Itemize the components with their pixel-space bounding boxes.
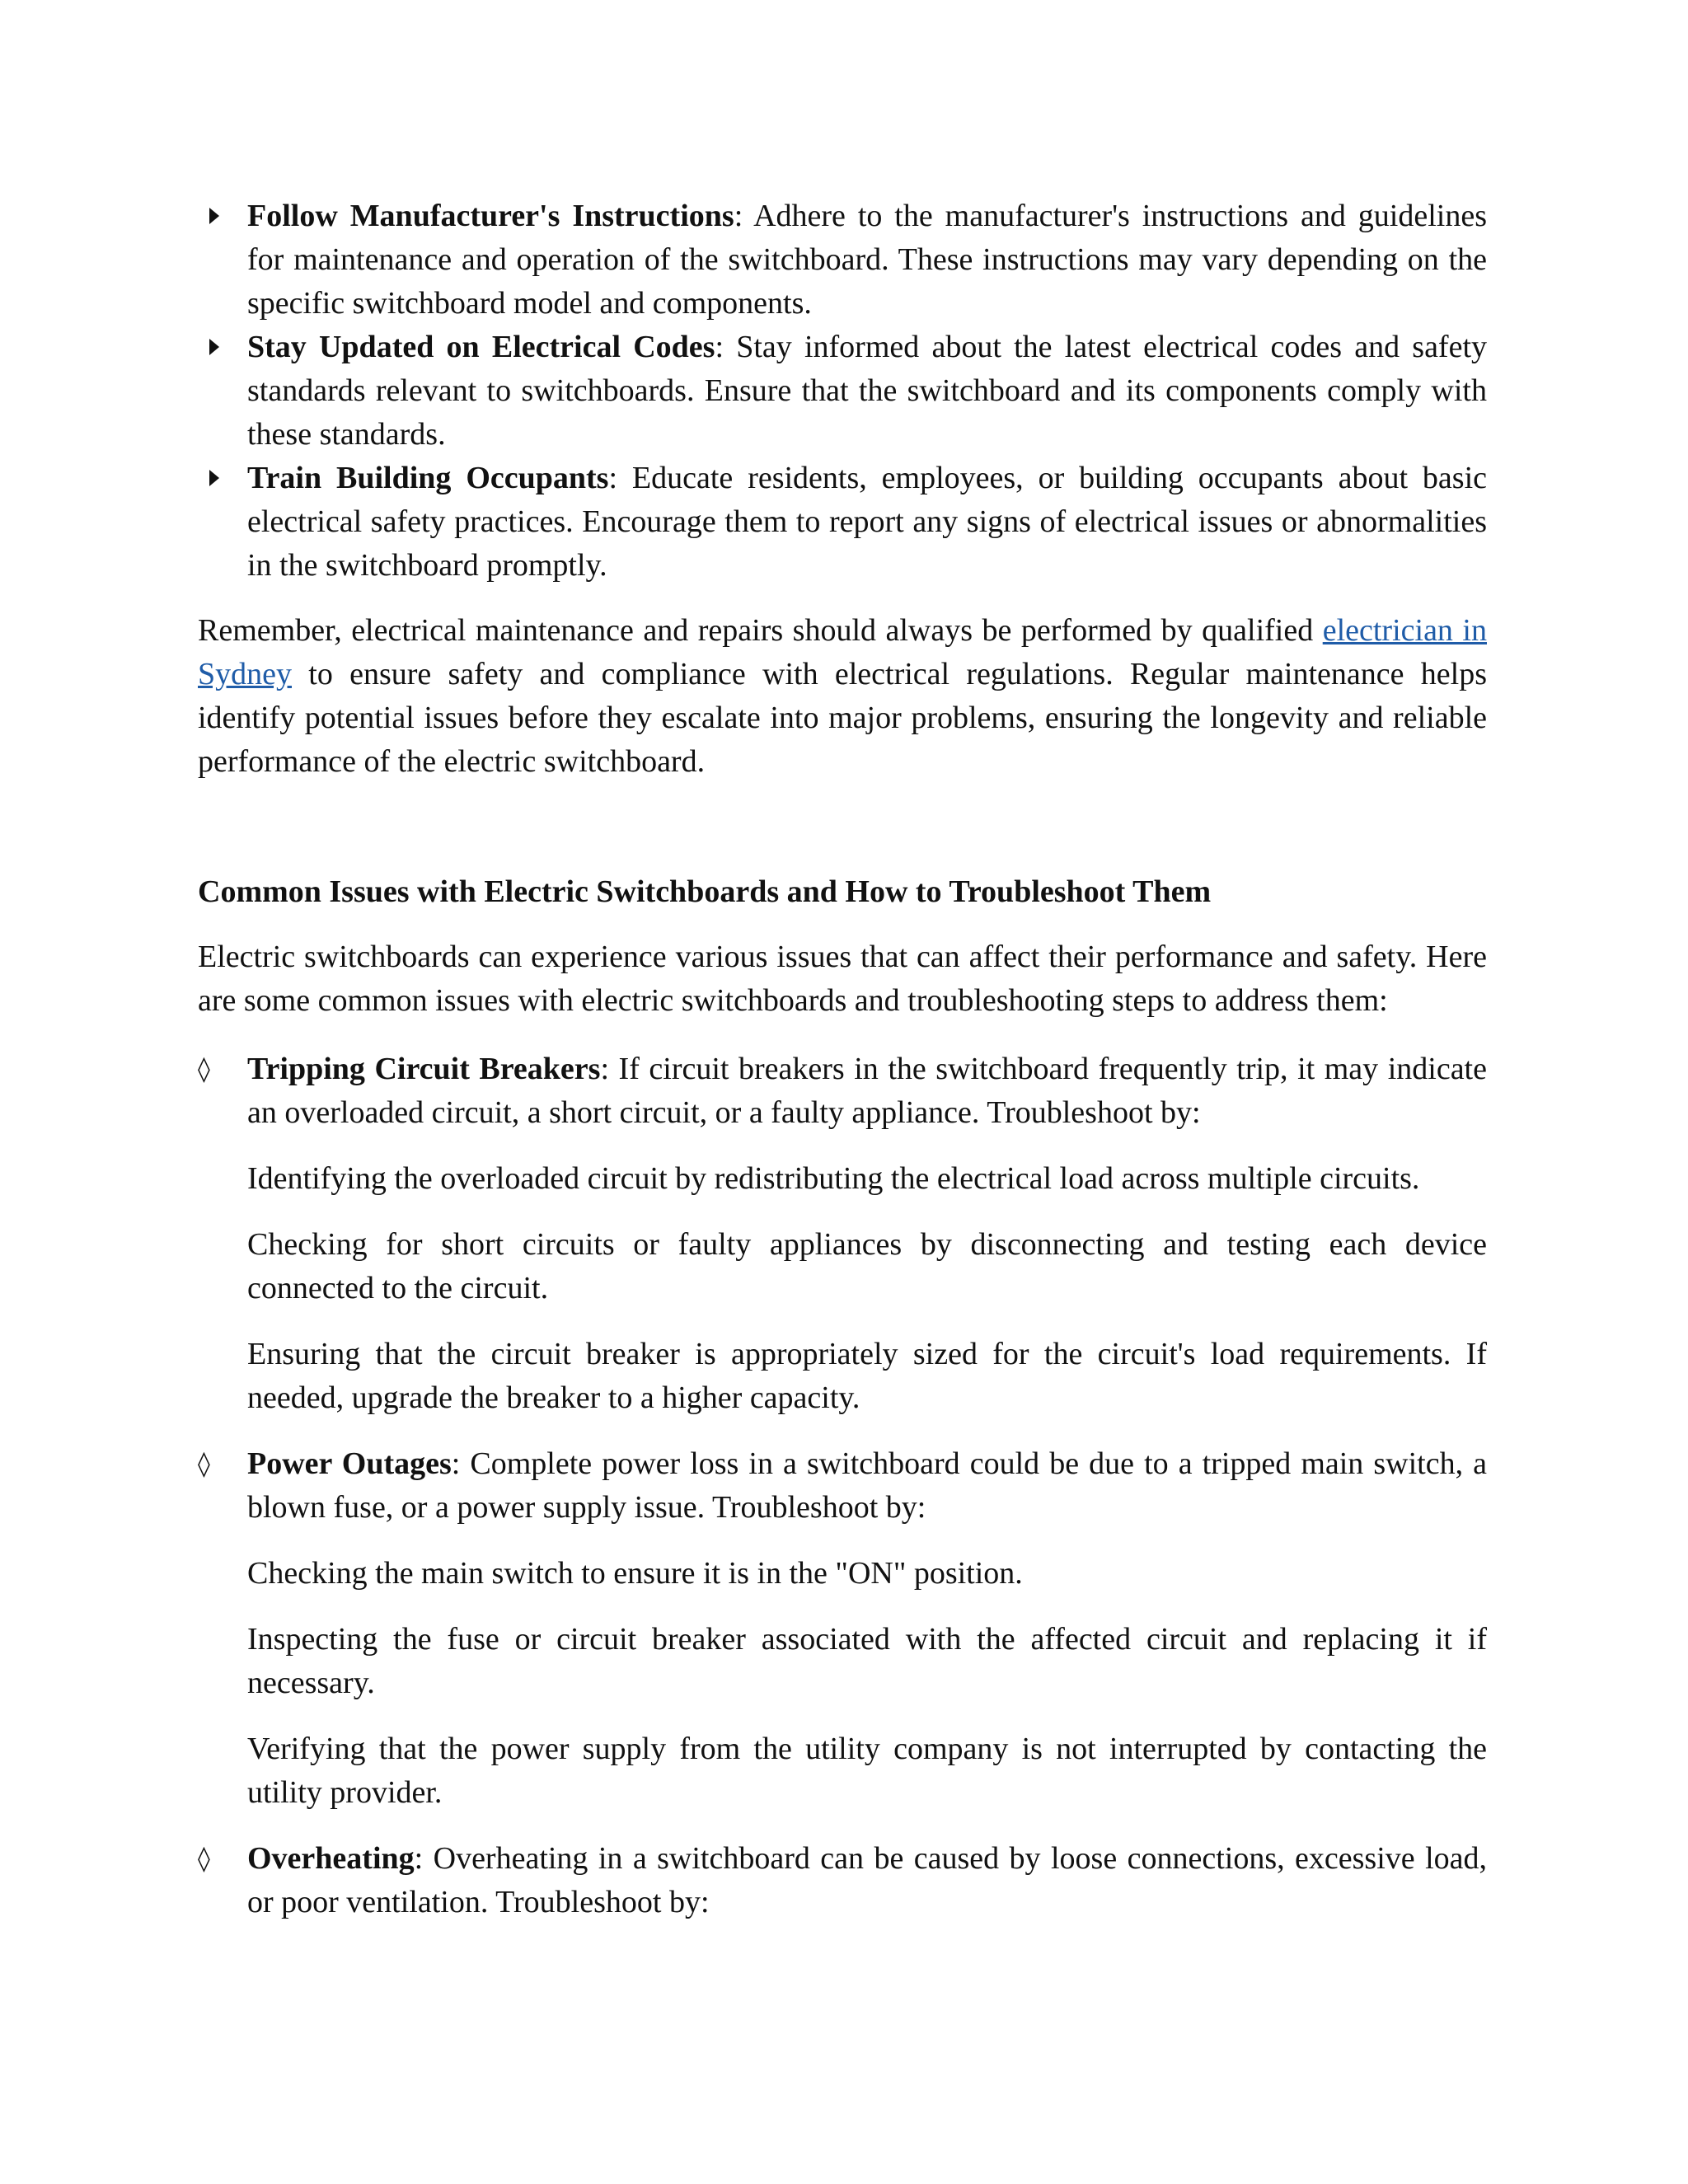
bullet-title: Train Building Occupants: [247, 461, 609, 495]
diamond-bullet-icon: ◊: [198, 1450, 210, 1479]
issue-text: : Complete power loss in a switchboard could be due to a tripped main switch, a blown fuse, or a power supply issue. Troubleshoot by:: [247, 1446, 1487, 1525]
remember-paragraph: [198, 609, 1487, 784]
list-item: [198, 457, 1487, 588]
triangle-bullet-icon: [209, 208, 219, 224]
troubleshoot-step: Verifying that the power supply from the utility company is not interrupted by contacting the utility provider.: [247, 1732, 1487, 1810]
remember-text-before: Remember, electrical maintenance and repairs should always be performed by qualified: [198, 613, 1323, 648]
section-heading: Common Issues with Electric Switchboards and How to Troubleshoot Them: [198, 874, 1212, 909]
issue-item: [198, 1442, 1487, 1530]
troubleshoot-step: Checking for short circuits or faulty appliances by disconnecting and testing each device connected to the circuit.: [247, 1227, 1487, 1305]
bullet-text: : Adhere to the manufacturer's instructions and guidelines for maintenance and operation of the switchboard. These instructions may vary depending on the specific switchboard model and components.: [247, 199, 1487, 321]
troubleshoot-step: Identifying the overloaded circuit by redistributing the electrical load across multiple circuits.: [247, 1161, 1420, 1196]
list-item: [198, 326, 1487, 457]
remember-text-after: to ensure safety and compliance with electrical regulations. Regular maintenance helps identify potential issues before they escalate into major problems, ensuring the longevity and reliable performance of the electric switchboard.: [198, 657, 1487, 779]
bullet-text: : Educate residents, employees, or building occupants about basic electrical safety practices. Encourage them to report any signs of electrical issues or abnormalities in the switchboard promptly.: [247, 461, 1487, 583]
issue-item: [198, 1047, 1487, 1135]
issue-title: Power Outages: [247, 1446, 452, 1481]
issue-title: Tripping Circuit Breakers: [247, 1052, 601, 1086]
troubleshoot-step: Ensuring that the circuit breaker is appropriately sized for the circuit's load requirements. If needed, upgrade the breaker to a higher capacity.: [247, 1337, 1487, 1415]
diamond-bullet-icon: ◊: [198, 1844, 210, 1873]
diamond-bullet-icon: ◊: [198, 1055, 210, 1084]
issue-text: : If circuit breakers in the switchboard frequently trip, it may indicate an overloaded circuit, a short circuit, or a faulty appliance. Troubleshoot by:: [247, 1052, 1487, 1130]
troubleshoot-step: Checking the main switch to ensure it is in the "ON" position.: [247, 1556, 1023, 1591]
triangle-bullet-icon: [209, 470, 219, 486]
bullet-title: Stay Updated on Electrical Codes: [247, 330, 715, 364]
issues-list: [198, 1047, 1487, 1924]
document-page: [198, 194, 1487, 1924]
bullet-text: : Stay informed about the latest electrical codes and safety standards relevant to switchboards. Ensure that the switchboard and its components comply with these standards.: [247, 330, 1488, 452]
intro-paragraph: Electric switchboards can experience various issues that can affect their performance and safety. Here are some common issues with electric switchboards and troubleshooting steps to address them:: [198, 940, 1487, 1018]
maintenance-tips-list: [198, 194, 1487, 588]
electrician-sydney-link[interactable]: electrician in Sydney: [198, 613, 1487, 691]
troubleshoot-step: Inspecting the fuse or circuit breaker associated with the affected circuit and replacing it if necessary.: [247, 1622, 1487, 1700]
issue-text: : Overheating in a switchboard can be caused by loose connections, excessive load, or poor ventilation. Troubleshoot by:: [247, 1841, 1487, 1919]
list-item: [198, 194, 1487, 326]
issue-item: [198, 1837, 1487, 1924]
triangle-bullet-icon: [209, 339, 219, 355]
bullet-title: Follow Manufacturer's Instructions: [247, 199, 734, 233]
issue-title: Overheating: [247, 1841, 415, 1876]
